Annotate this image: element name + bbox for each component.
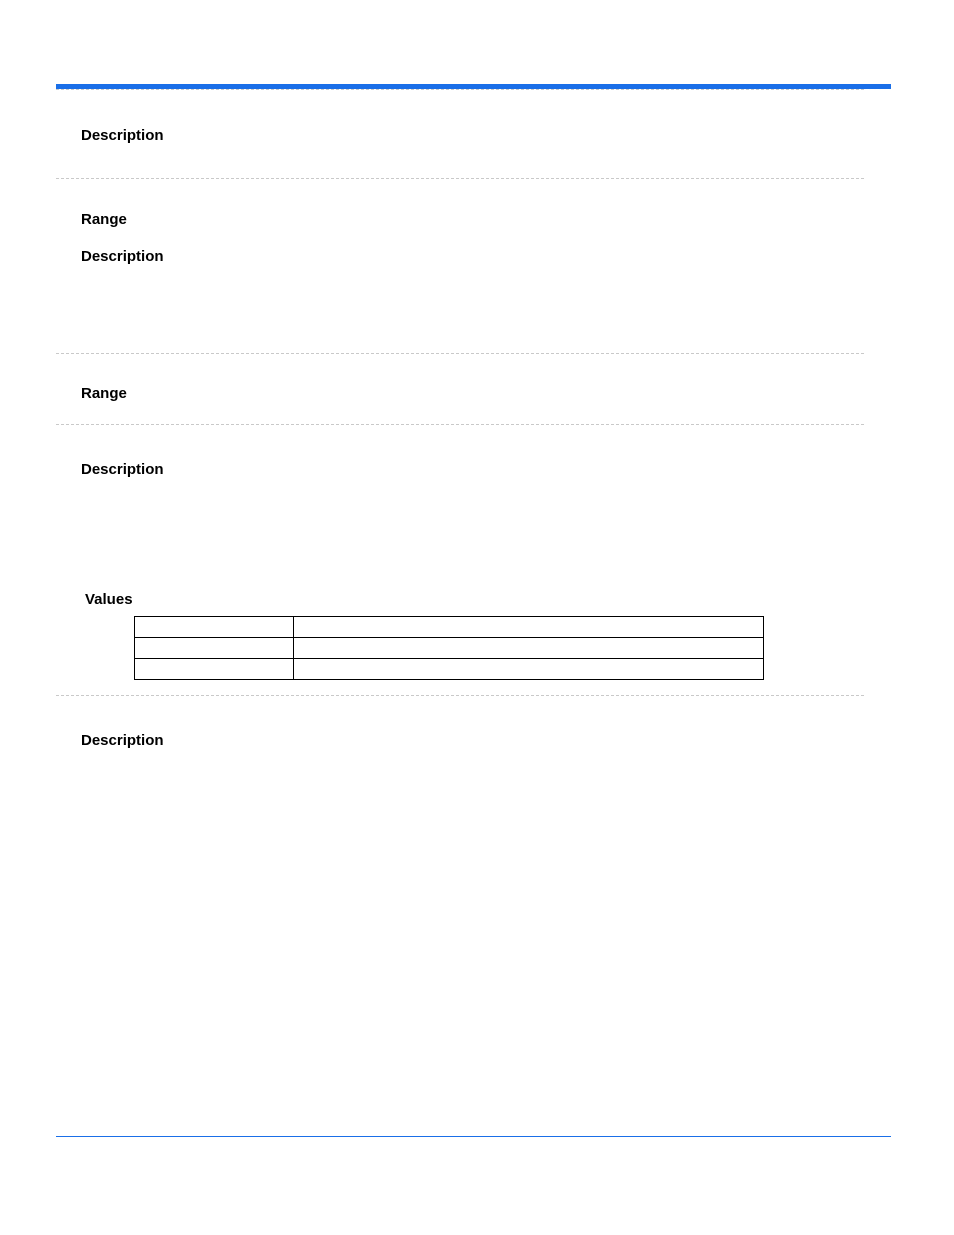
description-heading: Description	[81, 248, 164, 265]
table-cell	[135, 617, 294, 638]
table-cell	[135, 638, 294, 659]
table-row	[135, 638, 764, 659]
table-cell	[294, 638, 764, 659]
section-divider	[56, 424, 864, 425]
table-row	[135, 617, 764, 638]
description-heading: Description	[81, 732, 164, 749]
table-cell	[294, 617, 764, 638]
table-row	[135, 659, 764, 680]
section-divider	[56, 178, 864, 179]
table-cell	[294, 659, 764, 680]
range-heading: Range	[81, 211, 127, 228]
section-divider	[56, 353, 864, 354]
section-divider	[56, 695, 864, 696]
description-heading: Description	[81, 461, 164, 478]
values-table	[134, 616, 764, 680]
range-heading: Range	[81, 385, 127, 402]
description-heading: Description	[81, 127, 164, 144]
table-cell	[135, 659, 294, 680]
section-divider	[56, 89, 864, 90]
footer-rule	[56, 1136, 891, 1137]
values-heading: Values	[85, 591, 133, 608]
